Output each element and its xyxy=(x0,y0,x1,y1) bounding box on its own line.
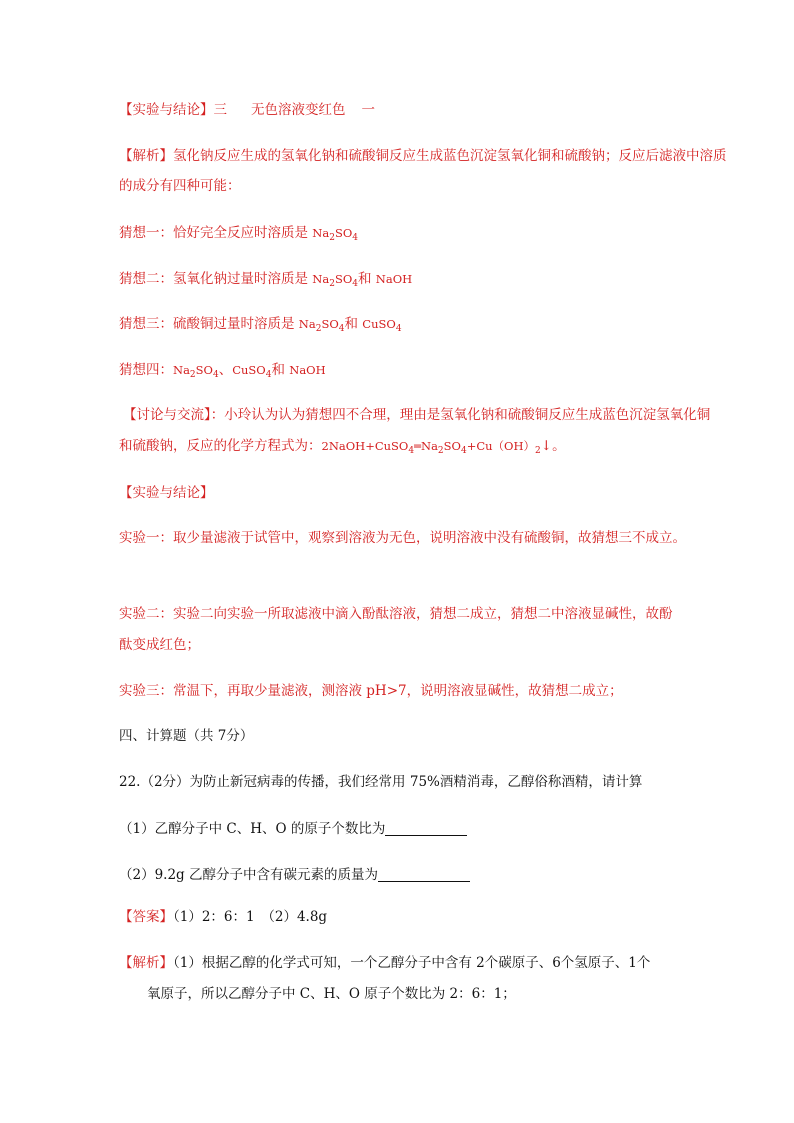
guess-3-and: 和 xyxy=(344,316,363,332)
experiment-2-line-1: 实验二：实验二向实验一所取滤液中滴入酚酞溶液，猜想二成立，猜想二中溶液显碱性，故酚 xyxy=(119,606,673,622)
experiment-1: 实验一：取少量滤液于试管中，观察到溶液为无色，说明溶液中没有硫酸铜，故猜想三不成立。 xyxy=(119,530,686,546)
equation-sub: 2 xyxy=(535,446,541,456)
discussion-end: 。 xyxy=(552,438,566,454)
formula-sub: 4 xyxy=(265,370,272,380)
guess-4-and: 和 xyxy=(271,362,290,378)
experiment-3: 实验三：常温下，再取少量滤液，测溶液 pH>7，说明溶液显碱性，故猜想二成立； xyxy=(119,683,623,699)
formula-sub: 2 xyxy=(329,279,335,289)
formula-sub: 2 xyxy=(315,324,322,334)
formula-part: SO xyxy=(334,272,353,286)
answer-blank-2[interactable] xyxy=(378,867,470,882)
answer-number: 一 xyxy=(361,102,375,118)
formula-part: NaOH xyxy=(375,272,413,286)
guess-4 xyxy=(119,364,326,380)
analysis-line-1: 【解析】氢化钠反应生成的氢氧化钠和硫酸铜反应生成蓝色沉淀氢氧化铜和硫酸钠；反应后滤液中溶质 xyxy=(119,148,727,164)
guess-1 xyxy=(119,227,358,243)
sub-question-1-text: （1）乙醇分子中 C、H、O 的原子个数比为 xyxy=(119,821,386,837)
formula-part: NaOH xyxy=(289,363,326,377)
answer-body: （1）2：6：1 （2）4.8g xyxy=(173,909,328,925)
formula-sub: 4 xyxy=(212,370,219,380)
discussion-text: 和硫酸钠，反应的化学方程式为： xyxy=(119,438,322,454)
formula-part: Na xyxy=(298,317,316,331)
guess-4-text: 猜想四： xyxy=(119,362,173,378)
answer-color: 无色溶液变红色 xyxy=(251,102,346,118)
formula-sub: 2 xyxy=(329,233,335,243)
precipitate-arrow: ↓ xyxy=(540,438,553,454)
equation-part: +Cu（OH） xyxy=(466,439,536,453)
sub-question-1 xyxy=(119,821,467,837)
discussion-line-1: 【讨论与交流】：小玲认为认为猜想四不合理，理由是氢氧化钠和硫酸铜反应生成蓝色沉淀氢氧化铜 xyxy=(123,407,711,423)
formula-sub: 4 xyxy=(395,324,402,334)
guess-2-text: 猜想二：氢氧化钠过量时溶质是 xyxy=(119,271,313,287)
equation-sub: 2 xyxy=(437,446,444,456)
explanation-body: （1）根据乙醇的化学式可知，一个乙醇分子中含有 2个碳原子、6个氢原子、1个 xyxy=(173,955,651,971)
formula-sub: 4 xyxy=(338,324,345,334)
formula-sub: 4 xyxy=(352,233,358,243)
experiment-2-line-2: 酞变成红色； xyxy=(119,637,200,653)
formula-part: SO xyxy=(321,317,339,331)
formula-part: CuSO xyxy=(362,317,396,331)
explanation-tag: 【解析】 xyxy=(119,955,173,971)
guess-4-sep: 、 xyxy=(218,362,233,378)
sub-question-2-text: （2）9.2g 乙醇分子中含有碳元素的质量为 xyxy=(119,867,378,883)
equation-part: ═Na xyxy=(414,439,438,453)
answer-label: 【实验与结论】三 xyxy=(119,102,227,118)
answer-tag: 【答案】 xyxy=(119,909,173,925)
explanation-line-1 xyxy=(119,957,650,971)
equation-part: 2NaOH+CuSO xyxy=(321,439,409,453)
guess-2-and: 和 xyxy=(358,271,376,287)
formula-part: Na xyxy=(312,272,330,286)
formula-part: Na xyxy=(312,226,330,240)
formula-part: SO xyxy=(195,363,213,377)
sub-question-2 xyxy=(119,867,470,883)
analysis-line-2: 的成分有四种可能： xyxy=(119,178,241,194)
formula-sub: 4 xyxy=(352,279,358,289)
answer-line xyxy=(119,911,327,925)
guess-3-text: 猜想三：硫酸铜过量时溶质是 xyxy=(119,316,299,332)
equation-sub: 4 xyxy=(460,446,467,456)
formula-sub: 2 xyxy=(189,370,196,380)
equation-part: SO xyxy=(443,439,461,453)
experiment-conclusion-heading: 【实验与结论】 xyxy=(119,485,214,501)
formula-part: Na xyxy=(173,363,190,377)
formula-part: CuSO xyxy=(232,363,266,377)
formula-part: SO xyxy=(334,226,353,240)
discussion-line-2 xyxy=(119,440,566,456)
explanation-line-2: 氧原子，所以乙醇分子中 C、H、O 原子个数比为 2：6：1； xyxy=(147,986,516,1002)
equation-sub: 4 xyxy=(408,446,415,456)
guess-1-text: 猜想一：恰好完全反应时溶质是 xyxy=(119,225,313,241)
question-22: 22.（2分）为防止新冠病毒的传播，我们经常用 75%酒精消毒，乙醇俗称酒精，请计算 xyxy=(119,774,643,790)
experiment-conclusion-answer xyxy=(119,104,375,118)
guess-2 xyxy=(119,273,412,289)
answer-blank-1[interactable] xyxy=(385,821,467,836)
guess-3 xyxy=(119,318,402,334)
section-heading: 四、计算题（共 7分） xyxy=(119,728,254,744)
